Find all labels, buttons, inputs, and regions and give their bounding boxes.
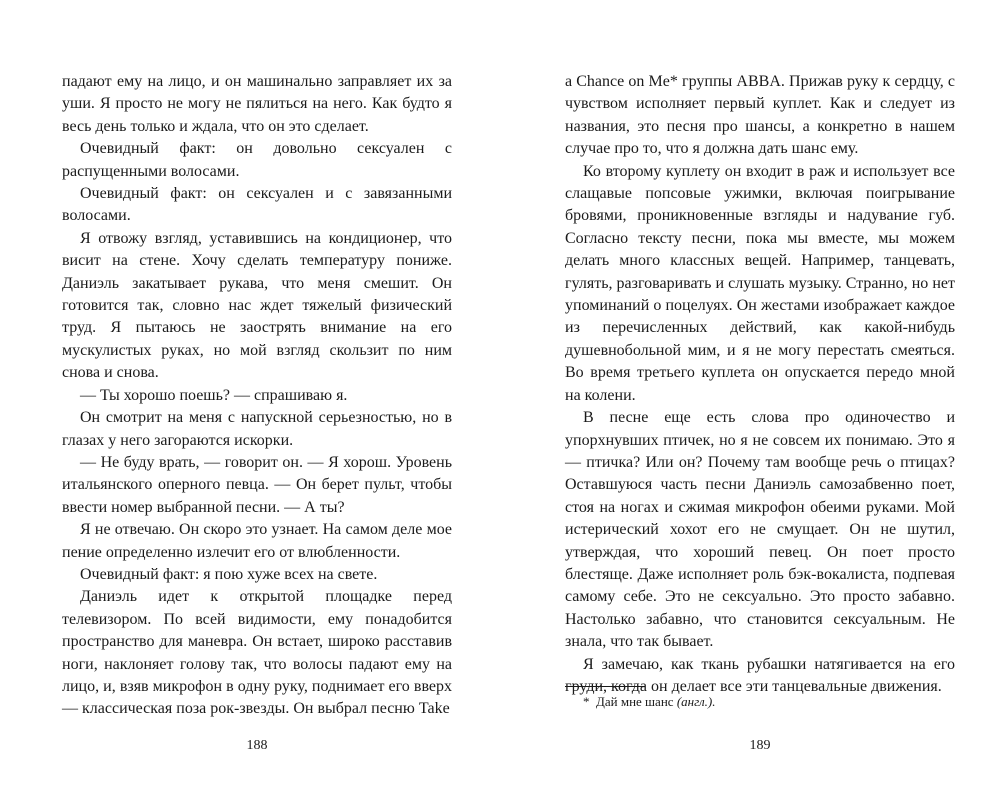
footnote-marker: * [583, 694, 590, 709]
footnote-note: (англ.). [676, 694, 716, 709]
paragraph: — Не буду врать, — говорит он. — Я хорош. Уровень итальянского оперного певца. — Он берет пульт, чтобы ввести номер выбранной песни. — А ты? [62, 453, 452, 516]
paragraph: Очевидный факт: я пою хуже всех на свете. [80, 565, 378, 583]
paragraph: Ко второму куплету он входит в раж и использует все слащавые попсовые ужимки, включая поигрывание бровями, проникновенные взгляды и надувание губ. Согласно тексту песни, пока мы вместе, мы можем делать много классных вещей. Например, танцевать, гулять, разговаривать и слушать музыку. Странно, но нет упоминаний о поцелуях. Он жестами изображает каждое из перечисленных действий, как какой-нибудь душевнобольной мим, и я не могу перестать смеяться. Во время третьего куплета он опускается передо мной на колени. [565, 162, 955, 404]
paragraph: — Ты хорошо поешь? — спрашиваю я. [80, 386, 348, 404]
paragraph: Очевидный факт: он довольно сексуален с распущенными волосами. [62, 140, 452, 180]
paragraph: Он смотрит на меня с напускной серьезностью, но в глазах у него загораются искорки. [62, 409, 452, 449]
paragraph: a Chance on Me* группы ABBA. Прижав руку к сердцу, с чувством исполняет первый куплет. Как и следует из названия, это песня про шансы, а конкретно в нашем случае про то, что я должна дать шанс ему. [565, 73, 955, 158]
paragraph: Очевидный факт: он сексуален и с завязанными волосами. [62, 185, 452, 225]
paragraph: падают ему на лицо, и он машинально заправляет их за уши. Я просто не могу не пялиться на него. Как будто я весь день только и ждала, что он это сделает. [62, 73, 452, 135]
page-number-left: 188 [246, 738, 268, 753]
left-page-text [62, 71, 452, 721]
paragraph: Я замечаю, как ткань рубашки натягивается на его груди, когда он делает все эти танцевальные движения. [565, 655, 955, 695]
paragraph: Я не отвечаю. Он скоро это узнает. На самом деле мое пение определенно излечит его от влюбленности. [62, 521, 452, 561]
right-page-text [565, 71, 955, 698]
paragraph: Даниэль идет к открытой площадке перед телевизором. По всей видимости, ему понадобится пространство для маневра. Он встает, широко расставив ноги, наклоняет голову так, что волосы падают ему на лицо, и, взяв микрофон в одну руку, поднимает его вверх — классическая поза рок-звезды. Он выбрал песню Take [62, 588, 452, 718]
page-number-right: 189 [749, 738, 771, 753]
paragraph: В песне еще есть слова про одиночество и упорхнувших птичек, но я не совсем их понимаю. Это я — птичка? Или он? Почему там вообще речь о птицах? Оставшуюся часть песни Даниэль самозабвенно поет, стоя на ногах и сжимая микрофон обеими руками. Мой истерический хохот его не смущает. Он не шутил, утверждая, что хороший певец. Он поет просто блестяще. Даже исполняет роль бэк-вокалиста, подпевая самому себе. Это не сексуально. Это просто забавно. Настолько забавно, что становится сексуальным. Не знала, что так бывает. [565, 409, 955, 651]
footnote-divider [565, 686, 645, 687]
footnote-text: Дай мне шанс [596, 694, 674, 709]
paragraph: Я отвожу взгляд, уставившись на кондиционер, что висит на стене. Хочу сделать температуру пониже. Даниэль закатывает рукава, что меня смешит. Он готовится так, словно нас ждет тяжелый физический труд. Я пытаюсь не заострять внимание на его мускулистых руках, но мой взгляд скользит по ним снова и снова. [62, 229, 452, 382]
footnote [583, 693, 716, 711]
